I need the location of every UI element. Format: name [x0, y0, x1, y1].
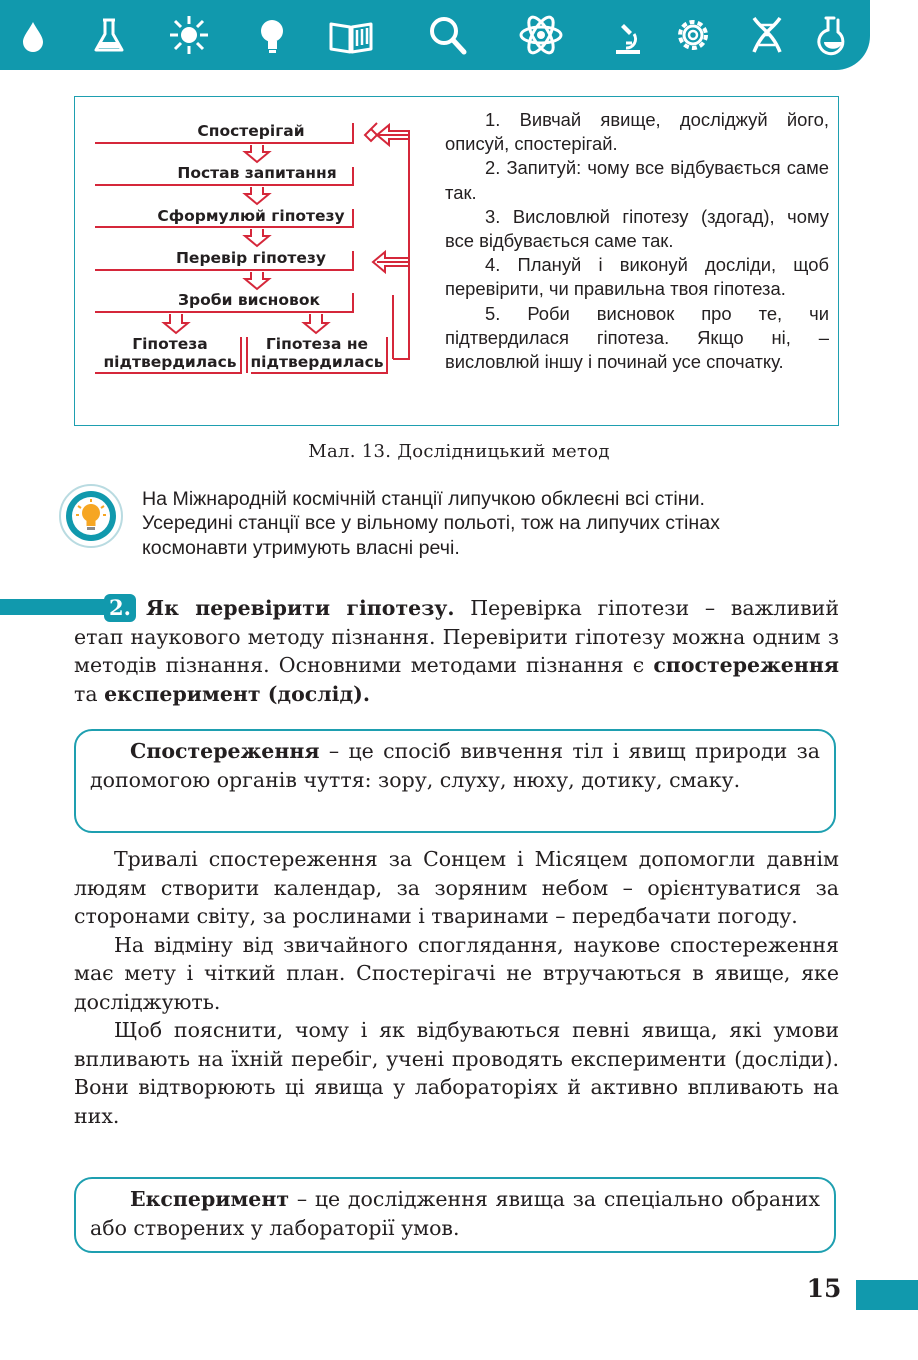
microscope-icon	[604, 10, 654, 60]
body-paragraph-3: Щоб пояснити, чому і як відбуваються певні явища, які умови впливають на їхній перебіг, учені проводять експерименти (досліди). Вони відтворюють ці явища у лабораторіях й активно впливають на них.	[74, 1018, 839, 1128]
body-text	[74, 845, 839, 1130]
section-text-a: Перевірка гіпотези – важливий етап наукового методу пізнання. Перевірити гіпотезу можна одним з методів пізнання. Основними методами пізнання є	[74, 596, 839, 677]
figure-step-text-3: 3. Висловлюй гіпотезу (здогад), чому все відбувається саме так.	[445, 205, 829, 252]
definition-box-observation	[74, 729, 836, 833]
flask-icon	[84, 10, 134, 60]
figure-step-text-4: 4. Плануй і виконуй досліди, щоб перевірити, чи правильна твоя гіпотеза.	[445, 254, 829, 300]
sun-icon	[164, 10, 214, 60]
tip-text	[142, 487, 848, 560]
outcome-rejected-line2: підтвердилась	[250, 353, 384, 371]
drop-icon	[8, 10, 58, 60]
figure-caption: Мал. 13. Дослідницький метод	[308, 441, 610, 462]
section-title: Як перевірити гіпотезу.	[146, 596, 455, 620]
tip-line-3: космонавти утримують власні речі.	[142, 536, 460, 559]
flow-step-2: Постав запитання	[177, 164, 337, 182]
flow-step-5: Зроби висновок	[177, 291, 321, 309]
flow-step-3: Сформулюй гіпотезу	[157, 207, 345, 225]
figure-step-text-2: 2. Запитуй: чому все відбувається саме так.	[445, 157, 829, 203]
book-icon	[326, 10, 376, 60]
definition-text-observation: – це спосіб вивчення тіл і явищ природи за допомогою органів чуття: зору, слуху, нюху, дотику, смаку.	[90, 739, 820, 792]
section-paragraph	[74, 594, 839, 708]
gear-icon	[668, 10, 718, 60]
body-paragraph-2: На відміну від звичайного споглядання, наукове спостереження має мету і чіткий план. Спостерігачі не втручаються в явище, яке досліджують.	[74, 932, 839, 1014]
flow-step-1: Спостерігай	[197, 122, 305, 140]
page-number: 15	[806, 1274, 842, 1303]
definition-term-observation: Спостереження	[130, 739, 320, 763]
section-number: 2.	[104, 594, 136, 622]
research-method-diagram	[75, 97, 435, 427]
lightbulb-icon	[56, 483, 126, 549]
definition-box-experiment	[74, 1177, 836, 1253]
definition-text-experiment: – це дослідження явища за спеціально обраних або створених у лабораторії умов.	[90, 1187, 820, 1240]
dna-icon	[742, 10, 792, 60]
flow-step-4: Перевір гіпотезу	[175, 249, 327, 267]
tip-line-2: Усередині станції все у вільному польоті, тож на липучих стінах	[142, 512, 720, 535]
round-flask-icon	[808, 10, 858, 60]
header-bar	[0, 0, 870, 70]
body-paragraph-1: Тривалі спостереження за Сонцем і Місяцем допомогли давнім людям створити календар, за зоряним небом – орієнтуватися за сторонами світу, за рослинами і тваринами – передбачати погоду.	[74, 847, 839, 928]
magnifier-icon	[422, 10, 472, 60]
outcome-confirmed-line2: підтвердилась	[103, 353, 237, 371]
section-term-1: спостереження	[653, 653, 839, 677]
figure-steps-text	[445, 108, 829, 374]
figure-step-text-5: 5. Роби висновок про те, чи підтвердилася гіпотеза. Якщо ні, – висловлюй іншу і починай усе спочатку.	[445, 302, 829, 373]
outcome-rejected-line1: Гіпотеза не	[265, 335, 369, 353]
definition-term-experiment: Експеримент	[130, 1187, 290, 1211]
section-term-2: експеримент (дослід).	[104, 681, 370, 706]
lightbulb-icon	[248, 10, 298, 60]
section-text-b: та	[74, 681, 105, 706]
page-number-bar	[856, 1280, 918, 1310]
tip-line-1: На Міжнародній космічній станції липучкою обклеєні всі стіни.	[142, 488, 705, 510]
outcome-confirmed-line1: Гіпотеза	[132, 335, 208, 353]
atom-icon	[516, 10, 566, 60]
figure-step-text-1: 1. Вивчай явище, досліджуй його, описуй, спостерігай.	[445, 109, 829, 155]
